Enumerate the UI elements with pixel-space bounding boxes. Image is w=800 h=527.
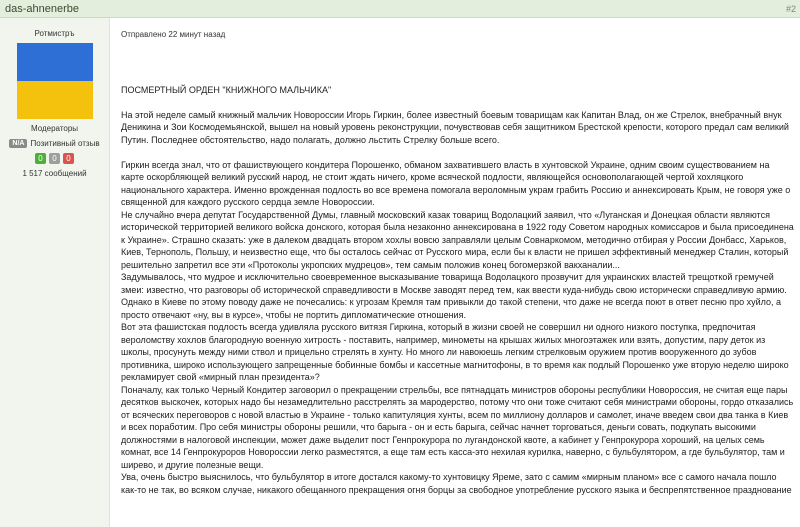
- post-paragraph: На этой неделе самый книжный мальчик Новороссии Игорь Гиркин, более известный боевым товарищам как Капитан Влад, он же Стрелок, внебрачный внук Деникина и Зои Космодемьянской, вышел на новый уровень реконструкции, почувствовав себя защитником Брестской крепости, которого предал сам великий Путин. Последнее обстоятельство, надо полагать, должно льстить Стрелку больше всего.: [121, 109, 789, 145]
- user-panel: [0, 18, 110, 527]
- post-count: 1 517 сообщений: [22, 169, 87, 178]
- reputation-label: Позитивный отзыв: [30, 139, 100, 148]
- post-paragraph: Не случайно вчера депутат Государственной Думы, главный московский казак товарищ Водолацкий заявил, что «Луганская и Донецкая области являются исторической территорией великого войска донского, которая была незаконно аннексирована в 1922 году Советом народных комиссаров и была присоединена к Украине». Страшно сказать: уже в далеком двадцать втором хохлы вовсю заправляли целым Совнаркомом, методично отбирая у России Донбасс, Харьков, Киев, Тернополь, Польшу, и неизвестно еще, что бы осталось сейчас от Русского мира, если бы к власти не пришел эффективный менеджер Сталин, который решительно запретил все эти «Протоколы укропских мудрецов», тем самым положив конец богомерзкой вакханалии...: [121, 209, 794, 270]
- post-number-link[interactable]: #2: [785, 3, 796, 14]
- user-rank: Ротмистръ: [34, 29, 75, 38]
- avatar[interactable]: [17, 43, 93, 119]
- post-content: [110, 18, 800, 527]
- post-paragraph: Вот эта фашистская подлость всегда удивляла русского витязя Гиркина, который в жизни своей не совершил ни одного низкого поступка, предпочитая вероломству хохлов благородную военную хитрость - поставить, например, минометы на крышах жилых многоэтажек или взять, допустим, пару деток из школы, просунуть между ними ствол и прицельно стрелять в хунту. Но много ли навоюешь легким стрелковым оружием против вооруженного до зубов противника, широко использующего запрещенные бобинные бомбы и кассетные магнитофоны, в то время как подлый Порошенко уже вторую неделю широко рекламирует свой «мирный план президента»?: [121, 322, 789, 382]
- reputation-line: [9, 139, 99, 148]
- post-timestamp: Отправлено 22 минут назад: [121, 30, 226, 39]
- vote-counters: [35, 153, 74, 164]
- post-header: [0, 0, 800, 18]
- avatar-flag-yellow: [17, 81, 93, 119]
- avatar-flag-blue: [17, 43, 93, 81]
- author-name[interactable]: das-ahnenerbe: [5, 2, 80, 15]
- post-body: [0, 18, 800, 527]
- post-paragraph: Поначалу, как только Черный Кондитер заговорил о прекращении стрельбы, все пятнадцать министров обороны республики Новороссия, не считая еще пары десятков выскочек, которых надо бы незамедлительно расстрелять за мародерство, потому что они тоже считают себя министрами обороны, гордо отказались от всяческих переговоров с новой властью в Украине - только капитуляция хунты, всем по миллиону долларов и самолет, иначе введем свои два танка в Киев и всех поработим. Про себя министры обороны решили, что барыга - он и есть барыга, сейчас начнет торговаться, деньги совать, подкупать высокими должностями в налоговой инспекции, может даже выделит пост Генпрокурора по лугандонской квоте, а кабинет у Генпрокурора хороший, на целых семь комнат, все 14 Генпрокуроров Новороссии легко разместятся, а еще там есть касса-это нехилая курилка, наверно, с бульбулятором, а где бульбулятор, там и ширево, и другие полезные вещи.: [121, 384, 794, 470]
- user-group: Модераторы: [30, 124, 79, 133]
- reputation-badge: N/A: [9, 139, 27, 148]
- negative-votes: 0: [63, 153, 74, 164]
- post-paragraph: Задумывалось, что мудрое и исключительно своевременное высказывание товарища Водолацкого прозвучит для украинских властей трещоткой гремучей змеи: известно, что разговоры об исторической справедливости в Москве заводят перед тем, как ввести куда-нибудь свою исторически справедливую армию. Однако в Киеве по этому поводу даже не почесались: к угрозам Кремля там привыкли до такой степени, что даже не всегда поют в ответ песню про хуйло, а просто отвечают «ну, вы в курсе», чтобы не портить дипломатические отношения.: [121, 272, 787, 320]
- post-paragraph: Гиркин всегда знал, что от фашиствующего кондитера Порошенко, обманом захватившего власть в хунтовской Украине, одним своим существованием на карте оскорбляющей великий русский народ, не стоит ждать ничего, кроме всяческой подлости, являющейся основополагающей чертой хохляцкого национального характера. Именно врожденная подлость во все времена помогала вероломным украм грабить Россию и аннексировать Крым, не говоря уже о священной для каждого русского сердца земле Новороссии.: [121, 159, 791, 207]
- positive-votes: 0: [35, 153, 46, 164]
- post-title: ПОСМЕРТНЫЙ ОРДЕН "КНИЖНОГО МАЛЬЧИКА": [121, 84, 332, 95]
- neutral-votes: 0: [49, 153, 60, 164]
- post-paragraph: Ува, очень быстро выяснилось, что бульбулятор в итоге достался какому-то хунтовицку Яреме, зато с самим «мирным планом» все с самого начала пошло как-то не так, во всяком случае, никакого обещанного прекращения огня борцы за свободное употребление русского языка и беспрепятственное празднование: [121, 472, 792, 495]
